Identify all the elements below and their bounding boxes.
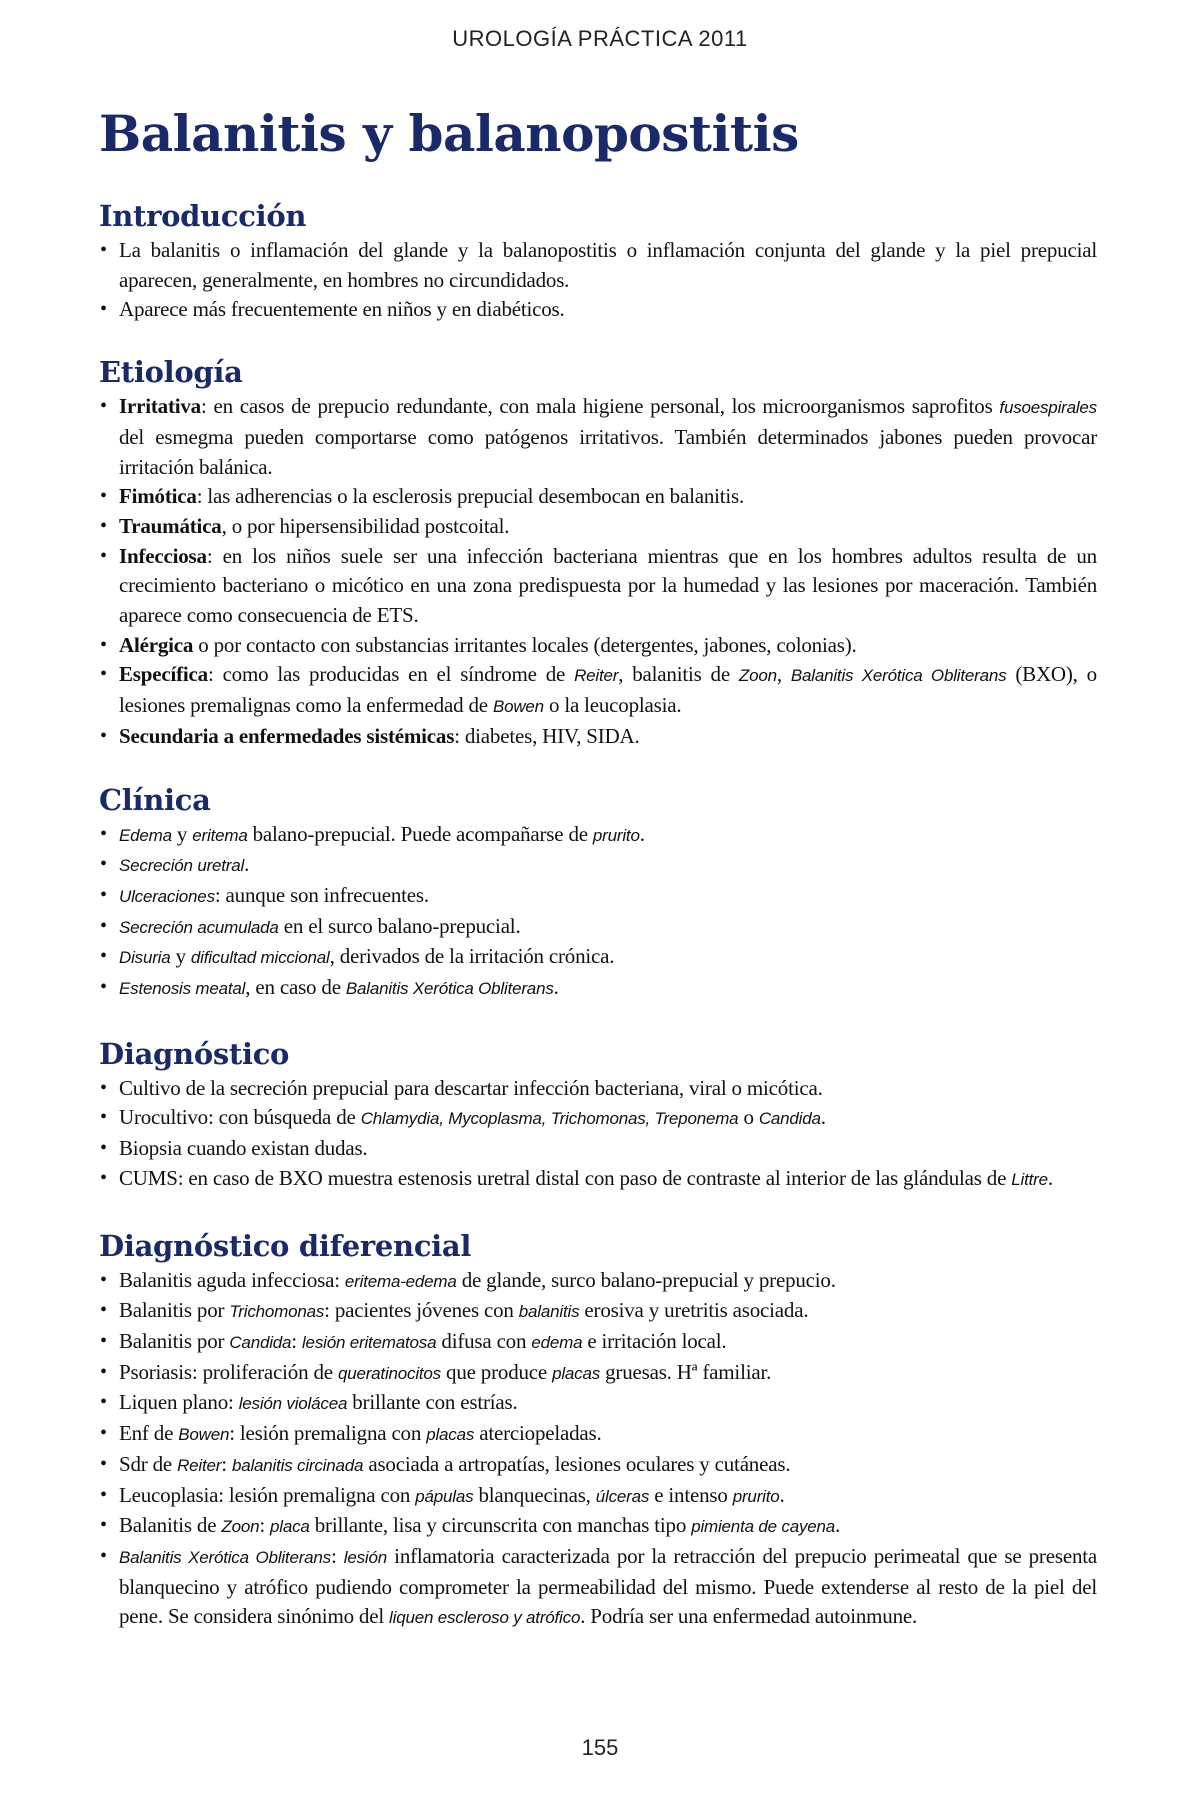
section-introduccion <box>99 198 1097 325</box>
list-item <box>99 942 1097 973</box>
list-item <box>99 1388 1097 1419</box>
list-item <box>99 631 1097 661</box>
item-italic: Reiter <box>574 666 619 686</box>
item-text: , derivados de la irritación crónica. <box>329 944 615 969</box>
item-italic: Candida <box>758 1109 821 1129</box>
bullet-list <box>99 1074 1097 1195</box>
item-text: . <box>835 1513 841 1538</box>
running-header: UROLOGÍA PRÁCTICA 2011 <box>452 26 748 51</box>
item-text: . <box>553 975 559 1000</box>
item-italic: prurito <box>592 825 640 845</box>
item-text: . <box>820 1105 826 1130</box>
item-italic: fusoespirales <box>999 398 1097 418</box>
item-text: del esmegma pueden comportarse como patógenos irritativos. También determinados jabones pueden provocar irritación balánica. <box>119 424 1097 479</box>
item-text: Balanitis de <box>119 1513 222 1538</box>
list-item <box>99 1327 1097 1358</box>
item-italic: Secreción uretral <box>119 856 245 876</box>
item-text: : <box>330 1543 344 1568</box>
bullet-list <box>99 1266 1097 1633</box>
item-text: aterciopeladas. <box>474 1421 602 1446</box>
list-item <box>99 1450 1097 1481</box>
bullet-list <box>99 820 1097 1004</box>
item-text: . <box>639 821 645 846</box>
item-text: : las adherencias o la esclerosis prepucial desembocan en balanitis. <box>196 484 745 509</box>
item-italic: Chlamydia, Mycoplasma, Trichomonas, Treponema <box>360 1109 739 1129</box>
item-italic: Bowen <box>178 1425 230 1445</box>
item-text: : <box>259 1513 271 1538</box>
list-item <box>99 1266 1097 1297</box>
item-text: : como las producidas en el síndrome de <box>207 662 575 687</box>
item-italic: lesión eritematosa <box>301 1332 437 1352</box>
item-text: Aparece más frecuentemente en niños y en diabéticos. <box>119 297 565 322</box>
item-italic: eritema <box>192 825 248 845</box>
item-text: : aunque son infrecuentes. <box>214 882 429 907</box>
item-lead: Infecciosa <box>119 543 207 568</box>
item-italic: eritema-edema <box>344 1271 457 1291</box>
list-item <box>99 512 1097 542</box>
section-heading: Introducción <box>99 199 307 233</box>
item-text: o <box>738 1105 759 1130</box>
item-text: : pacientes jóvenes con <box>324 1298 519 1323</box>
item-text: y <box>170 944 191 969</box>
page-title: Balanitis y balanopostitis <box>99 104 799 163</box>
list-item <box>99 482 1097 512</box>
item-text: : <box>291 1328 302 1353</box>
item-text: , o por hipersensibilidad postcoital. <box>221 513 510 538</box>
item-text: CUMS: en caso de BXO muestra estenosis uretral distal con paso de contraste al interior de las glándulas de <box>119 1165 1012 1190</box>
item-text: Enf de <box>119 1421 179 1446</box>
item-italic: Balanitis Xerótica Obliterans <box>790 666 1007 686</box>
list-item <box>99 722 1097 752</box>
list-item <box>99 542 1097 631</box>
item-text: : diabetes, HIV, SIDA. <box>454 723 640 748</box>
item-italic: placa <box>270 1517 310 1537</box>
section-etiologia <box>99 354 1097 751</box>
item-lead: Alérgica <box>119 632 194 657</box>
item-text: Psoriasis: proliferación de <box>119 1359 338 1384</box>
list-item <box>99 660 1097 721</box>
article-body <box>99 198 1097 1633</box>
list-item <box>99 1296 1097 1327</box>
list-item <box>99 1481 1097 1512</box>
section-heading: Diagnóstico diferencial <box>99 1228 472 1263</box>
item-text: Cultivo de la secreción prepucial para descartar infección bacteriana, viral o micótica. <box>119 1075 823 1100</box>
item-text: erosiva y uretritis asociada. <box>579 1298 809 1323</box>
item-italic: Edema <box>119 825 172 845</box>
item-text: Balanitis por <box>119 1298 230 1323</box>
list-item <box>99 1164 1097 1195</box>
list-item <box>99 1542 1097 1633</box>
item-text: brillante con estrías. <box>347 1390 518 1415</box>
item-italic: Secreción acumulada <box>119 917 279 937</box>
item-italic: Zoon <box>738 666 777 686</box>
item-text: , en caso de <box>245 975 346 1000</box>
item-lead: Irritativa <box>119 394 201 419</box>
list-item <box>99 881 1097 912</box>
item-lead: Específica <box>119 662 208 687</box>
item-text: , <box>776 662 791 687</box>
item-text: La balanitis o inflamación del glande y la balanopostitis o inflamación conjunta del glande y la piel prepucial aparecen, generalmente, en hombres no circundidados. <box>119 238 1097 292</box>
item-italic: Zoon <box>221 1517 260 1537</box>
list-item <box>99 1103 1097 1134</box>
item-text: difusa con <box>436 1328 532 1353</box>
item-italic: úlceras <box>595 1486 650 1506</box>
item-text: : lesión premaligna con <box>229 1421 427 1446</box>
item-text: o la leucoplasia. <box>543 693 682 718</box>
item-text: blanquecinas, <box>473 1482 596 1507</box>
item-italic: balanitis circinada <box>231 1455 364 1475</box>
item-text: e irritación local. <box>582 1328 727 1353</box>
item-italic: Disuria <box>119 948 171 968</box>
section-heading: Diagnóstico <box>99 1036 290 1071</box>
item-text: . <box>1047 1165 1053 1190</box>
list-item <box>99 236 1097 295</box>
item-lead: Fimótica <box>119 484 197 509</box>
list-item <box>99 1358 1097 1389</box>
item-text: en el surco balano-prepucial. <box>278 913 521 938</box>
item-text: (BXO), o lesiones premalignas como la enfermedad de <box>119 662 1097 718</box>
item-text: Leucoplasia: lesión premaligna con <box>119 1482 416 1507</box>
list-item <box>99 392 1097 482</box>
item-text: . <box>779 1482 785 1507</box>
item-italic: Balanitis Xerótica Obliterans <box>345 979 554 999</box>
section-diagnostico-diferencial <box>99 1228 1097 1633</box>
item-text: Sdr de <box>119 1451 178 1476</box>
item-text: inflamatoria caracterizada por la retracción del prepucio perimeatal que se presenta blanquecino y atrófico pudiendo comprometer la permeabilidad del mismo. Puede extenderse al resto de la piel del pene. Se considera sinónimo del <box>119 1543 1097 1629</box>
list-item <box>99 1419 1097 1450</box>
item-italic: prurito <box>732 1486 780 1506</box>
bullet-list <box>99 392 1097 751</box>
item-italic: balanitis <box>518 1302 580 1322</box>
item-text: balano-prepucial. Puede acompañarse de <box>247 821 593 846</box>
item-text: Biopsia cuando existan dudas. <box>119 1136 368 1161</box>
item-italic: Balanitis Xerótica Obliterans <box>119 1547 331 1567</box>
item-text: brillante, lisa y circunscrita con manchas tipo <box>309 1513 692 1538</box>
item-italic: Trichomonas <box>229 1302 325 1322</box>
item-italic: Candida <box>229 1332 292 1352</box>
item-italic: lesión <box>343 1547 388 1567</box>
item-italic: Littre <box>1011 1169 1048 1189</box>
item-lead: Traumática <box>119 513 222 538</box>
list-item <box>99 1134 1097 1164</box>
item-text: e intenso <box>649 1482 733 1507</box>
section-heading: Etiología <box>99 355 243 390</box>
item-italic: edema <box>531 1332 583 1352</box>
item-text: : en los niños suele ser una infección bacteriana mientras que en los hombres adultos resulta de un crecimiento bacteriano o micótico en una zona predispuesta por la humedad y las lesiones por maceración. También aparece como consecuencia de ETS. <box>119 543 1097 628</box>
item-text: Liquen plano: <box>119 1390 239 1415</box>
item-text: de glande, surco balano-prepucial y prepucio. <box>456 1267 836 1292</box>
item-italic: placas <box>552 1363 601 1383</box>
item-italic: Ulceraciones <box>119 886 215 906</box>
item-text: gruesas. Hª familiar. <box>600 1359 772 1384</box>
item-italic: pápulas <box>415 1486 474 1506</box>
item-text: : <box>221 1451 232 1476</box>
item-italic: queratinocitos <box>337 1363 441 1383</box>
item-text: Urocultivo: con búsqueda de <box>119 1105 361 1130</box>
item-text: Balanitis aguda infecciosa: <box>119 1267 345 1292</box>
item-text: Balanitis por <box>119 1328 230 1353</box>
item-italic: dificultad miccional <box>190 948 330 968</box>
item-text: y <box>171 821 193 846</box>
item-text: : en casos de prepucio redundante, con mala higiene personal, los microorganismos saprofitos <box>200 394 1000 419</box>
section-diagnostico <box>99 1036 1097 1195</box>
item-italic: Estenosis meatal <box>119 979 246 999</box>
item-italic: pimienta de cayena <box>691 1517 836 1537</box>
item-italic: Reiter <box>177 1455 222 1475</box>
item-text: . Podría ser una enfermedad autoinmune. <box>580 1604 918 1629</box>
list-item <box>99 1511 1097 1542</box>
list-item <box>99 820 1097 851</box>
item-text: o por contacto con substancias irritantes locales (detergentes, jabones, colonias). <box>193 632 857 657</box>
list-item <box>99 295 1097 325</box>
bullet-list <box>99 236 1097 325</box>
section-clinica <box>99 782 1097 1004</box>
list-item <box>99 1074 1097 1104</box>
section-heading: Clínica <box>99 782 211 817</box>
item-italic: Bowen <box>492 697 544 717</box>
item-lead: Secundaria a enfermedades sistémicas <box>119 723 455 748</box>
item-text: asociada a artropatías, lesiones oculares y cutáneas. <box>363 1451 791 1476</box>
page-number: 155 <box>581 1735 619 1760</box>
item-italic: lesión violácea <box>238 1394 348 1414</box>
item-text: que produce <box>440 1359 553 1384</box>
list-item <box>99 850 1097 881</box>
item-italic: placas <box>426 1425 475 1445</box>
list-item <box>99 912 1097 943</box>
item-text: . <box>244 852 250 877</box>
list-item <box>99 973 1097 1004</box>
item-italic: liquen escleroso y atrófico <box>389 1608 581 1628</box>
item-text: , balanitis de <box>618 662 739 687</box>
